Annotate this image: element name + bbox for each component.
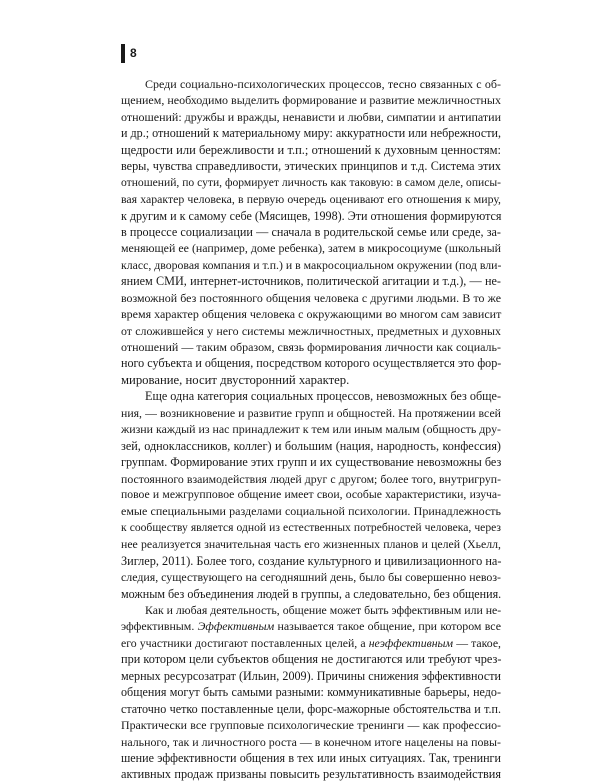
text-line: к другим и к самому себе (Мясищев, 1998). Эти отношения формируются xyxy=(121,208,502,223)
text-line: отношений — таким образом, связь формирования личности как социаль- xyxy=(121,340,501,354)
text-line: возможной без постоянного общения человека с другими людьми. В то же xyxy=(121,290,501,305)
text-line: к сообществу является одной из естественных потребностей человека, через xyxy=(121,520,501,534)
text-line: в процессе социализации — сначала в родительской семье или среде, за- xyxy=(121,224,501,239)
text-line: активных продаж призваны повысить результативность взаимодействия xyxy=(121,767,501,782)
text-line: ния, — возникновение и развитие групп и общностей. На протяжении всей xyxy=(121,405,501,420)
defined-term: неэффективным xyxy=(368,635,454,650)
text-line: при котором цели субъектов общения не достигаются или требуют чрез- xyxy=(121,652,502,667)
text-line: нального, так и личностного роста — в конечном итоге нацелены на повы- xyxy=(121,734,501,749)
text-line: статочно четко поставленные цели, форс-мажорные обстоятельства и т.п. xyxy=(121,701,501,716)
text-line: повое и межгрупповое общение имеет свои, особые характеристики, изуча- xyxy=(121,487,501,501)
text-line: мерных ресурсозатрат (Ильин, 2009). Причины снижения эффективности xyxy=(121,668,501,683)
text-line: Еще одна категория социальных процессов, невозможных без обще- xyxy=(145,389,501,404)
text-line: щедрости или бережливости и т.п.; отношений к духовным ценностям: xyxy=(121,142,501,157)
page-number: 8 xyxy=(130,46,137,60)
text-line: Зиглер, 2011). Более того, создание культурного и цивилизационного на- xyxy=(121,553,502,568)
defined-term: Эффективным xyxy=(197,619,275,634)
text-line: емые специальными разделами социальной психологии. Принадлежность xyxy=(121,504,501,519)
text-line: ного субъекта и общения, посредством которого осуществляется это фор- xyxy=(121,356,502,371)
text-line: мирование, носит двусторонний характер. xyxy=(121,372,350,387)
text-line: постоянного взаимодействия людей друг с другом; более того, внутригруп- xyxy=(121,471,501,486)
text-line: Как и любая деятельность, общение может быть эффективным или не- xyxy=(145,603,502,617)
header-bar-mark xyxy=(121,44,125,63)
text-line: нее реализуется значительная часть его жизненных планов и целей (Хьелл, xyxy=(121,537,501,552)
text-line: общения могут быть самыми разными: коммуникативные барьеры, недо- xyxy=(121,685,501,700)
text-line: зей, одноклассников, коллег) и большим (нация, народность, конфессия) xyxy=(121,438,501,453)
text-line: шение эффективности общения в тех или иных ситуациях. Так, тренинги xyxy=(121,750,501,765)
text-line: следия, существующего на сегодняшний день, было бы совершенно невоз- xyxy=(121,570,501,585)
text-line: щением, необходимо выделить формирование и развитие межличностных xyxy=(121,93,501,108)
text-line: класс, дворовая компания и т.п.) и в макросоциальном окружении (под вли- xyxy=(121,257,502,272)
text-line: и др.; отношений к материальному миру: аккуратности или небрежности, xyxy=(121,126,502,141)
body-text xyxy=(121,76,501,783)
text-line: жизни каждый из нас принадлежит к тем или иным малым (общность дру- xyxy=(121,422,501,437)
text-line: меняющей ее (например, доме ребенка), затем в микросоциуме (школьный xyxy=(121,241,501,256)
text-line: отношений: дружбы и вражды, ненависти и любви, симпатии и антипатии xyxy=(121,109,502,124)
text-line: группам. Формирование этих групп и их существование невозможны без xyxy=(121,455,502,470)
paragraph-socialization xyxy=(121,76,501,388)
text-line: отношений, по сути, формирует личность как таковую: в самом деле, описы- xyxy=(121,175,502,189)
text-line: Среди социально-психологических процессов, тесно связанных с об- xyxy=(145,77,501,91)
text-line: его участники достигают поставленных целей, а неэффективным — такое, xyxy=(121,635,502,650)
text-line: эффективным. Эффективным называется такое общение, при котором все xyxy=(121,619,501,634)
paragraph-groups xyxy=(121,388,501,602)
text-line: время характер общения человека с окружающими во многом сам зависит xyxy=(121,307,502,322)
paragraph-effectiveness xyxy=(121,602,501,783)
text-line: янием СМИ, интернет-источников, политической агитации и т.д.), — не- xyxy=(121,274,501,289)
text-line: веры, чувства справедливости, этических принципов и т.д. Система этих xyxy=(121,159,501,174)
text-line: вая характер человека, в первую очередь оценивают его отношения к миру, xyxy=(121,192,501,207)
text-line: можным без объединения людей в группы, а следовательно, без общения. xyxy=(121,586,502,601)
page-header xyxy=(121,44,137,63)
text-line: от сложившейся у него системы межличностных, предметных и духовных xyxy=(121,323,501,338)
text-line: Практически все групповые психологические тренинги — как профессио- xyxy=(121,718,501,733)
